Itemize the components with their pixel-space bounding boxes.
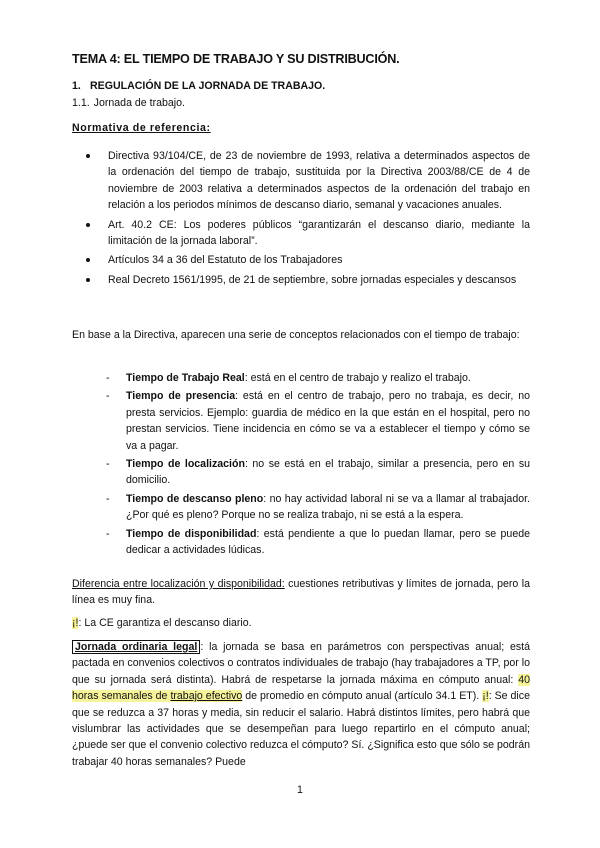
attention-mark: ¡!: [482, 690, 489, 703]
attention-mark: ¡!: [72, 617, 79, 629]
page-number: 1: [297, 784, 303, 796]
section-heading: [72, 80, 325, 92]
concept-term: Tiempo de descanso pleno: [126, 492, 264, 505]
bullet-icon: [86, 154, 90, 158]
concept-term: Tiempo de presencia: [126, 390, 236, 403]
subsection-heading: [72, 97, 185, 109]
concepts-list: [106, 370, 531, 560]
normativa-item: Art. 40.2 CE: Los poderes públicos “garantizarán el descanso diario, mediante la limitación de la jornada laboral”.: [84, 217, 530, 250]
highlight-hours: 40 horas semanales de: [72, 673, 530, 703]
section-label: REGULACIÓN DE LA JORNADA DE TRABAJO.: [90, 80, 326, 92]
dash-icon: -: [106, 390, 110, 403]
normativa-list: [84, 148, 530, 291]
highlight-trabajo-efectivo: trabajo efectivo: [170, 690, 243, 703]
document-title: TEMA 4: EL TIEMPO DE TRABAJO Y SU DISTRIBUCIÓN.: [72, 52, 400, 66]
diferencia-label: Diferencia entre localización y disponibilidad:: [72, 578, 285, 590]
concept-item: - Tiempo de descanso pleno: no hay actividad laboral ni se va a llamar al trabajador. ¿Por qué es pleno? Porque no se realiza trabajo, ni se está a la espera.: [106, 492, 530, 522]
normativa-item: Real Decreto 1561/1995, de 21 de septiembre, sobre jornadas especiales y descansos: [84, 272, 530, 288]
concept-item: - Tiempo de localización: no se está en el trabajo, similar a presencia, pero en su domicilio.: [106, 458, 531, 487]
jornada-label: Jornada ordinaria legal: [72, 640, 200, 654]
dash-icon: -: [106, 527, 110, 540]
concept-term: Tiempo de disponibilidad: [126, 527, 257, 540]
concept-item: - Tiempo de disponibilidad: está pendiente a que lo puedan llamar, pero se puede dedicar a actividades lúdicas.: [106, 527, 531, 557]
jornada-paragraph: Jornada ordinaria legal : la jornada se basa en parámetros con perspectivas anual; está pactada en convenios colectivos o contratos individuales de trabajo (hay trabajadores a TP, por lo que su jornada será distinta). Habrá de respetarse la jornada máxima en cómputo anual: 40 horas semanales de trabajo efectivo de promedio en cómputo anual (artículo 34.1 ET). ¡!: Se dice que se reduzca a 37 horas y media, sin reducir el salario. Habrá distintos límites, pero habrá que vislumbrar las actividades que se desempeñan para luego repartirlo en el cómputo anual; ¿puede ser que el convenio colectivo reduzca el cómputo? Sí. ¿Significa esto que sólo se podrán trabajar 40 horas semanales? Puede: [72, 641, 530, 768]
dash-icon: -: [106, 458, 110, 471]
subsection-number: 1.1.: [72, 97, 90, 109]
normativa-heading: Normativa de referencia:: [72, 122, 211, 134]
intro-paragraph: En base a la Directiva, aparecen una serie de conceptos relacionados con el tiempo de trabajo:: [72, 329, 520, 341]
bullet-icon: [86, 258, 90, 262]
ojo-paragraph: ¡!: La CE garantiza el descanso diario.: [72, 617, 252, 629]
subsection-label: Jornada de trabajo.: [93, 97, 185, 109]
dash-icon: -: [106, 492, 110, 505]
concept-term: Tiempo de Trabajo Real: [126, 372, 245, 384]
normativa-item: Directiva 93/104/CE, de 23 de noviembre de 1993, relativa a determinados aspectos de la ordenación del tiempo de trabajo, sustituida por la Directiva 2003/88/CE de 4 de noviembre de 2003 relativa a determinados aspectos de la ordenación del trabajo en relación a los periodos mínimos de descanso diario, semanal y vacaciones anuales.: [84, 148, 530, 214]
bullet-icon: [86, 278, 90, 282]
bullet-icon: [86, 223, 90, 227]
normativa-item: Artículos 34 a 36 del Estatuto de los Trabajadores: [84, 252, 530, 268]
concept-item: - Tiempo de Trabajo Real: está en el centro de trabajo y realizo el trabajo.: [110, 370, 530, 386]
section-number: 1.: [72, 80, 81, 92]
concept-term: Tiempo de localización: [126, 458, 245, 471]
diferencia-paragraph: Diferencia entre localización y disponibilidad: cuestiones retributivas y límites de jornada, pero la línea es muy fina.: [72, 578, 530, 607]
concept-item: - Tiempo de presencia: está en el centro de trabajo, pero no trabaja, es decir, no presta servicios. Ejemplo: guardia de médico en la que están en el hospital, pero no prestan servicios. Tiene incidencia en cómo se va a establecer el tiempo y cómo se va a pagar.: [106, 390, 530, 452]
dash-icon: -: [106, 372, 110, 384]
